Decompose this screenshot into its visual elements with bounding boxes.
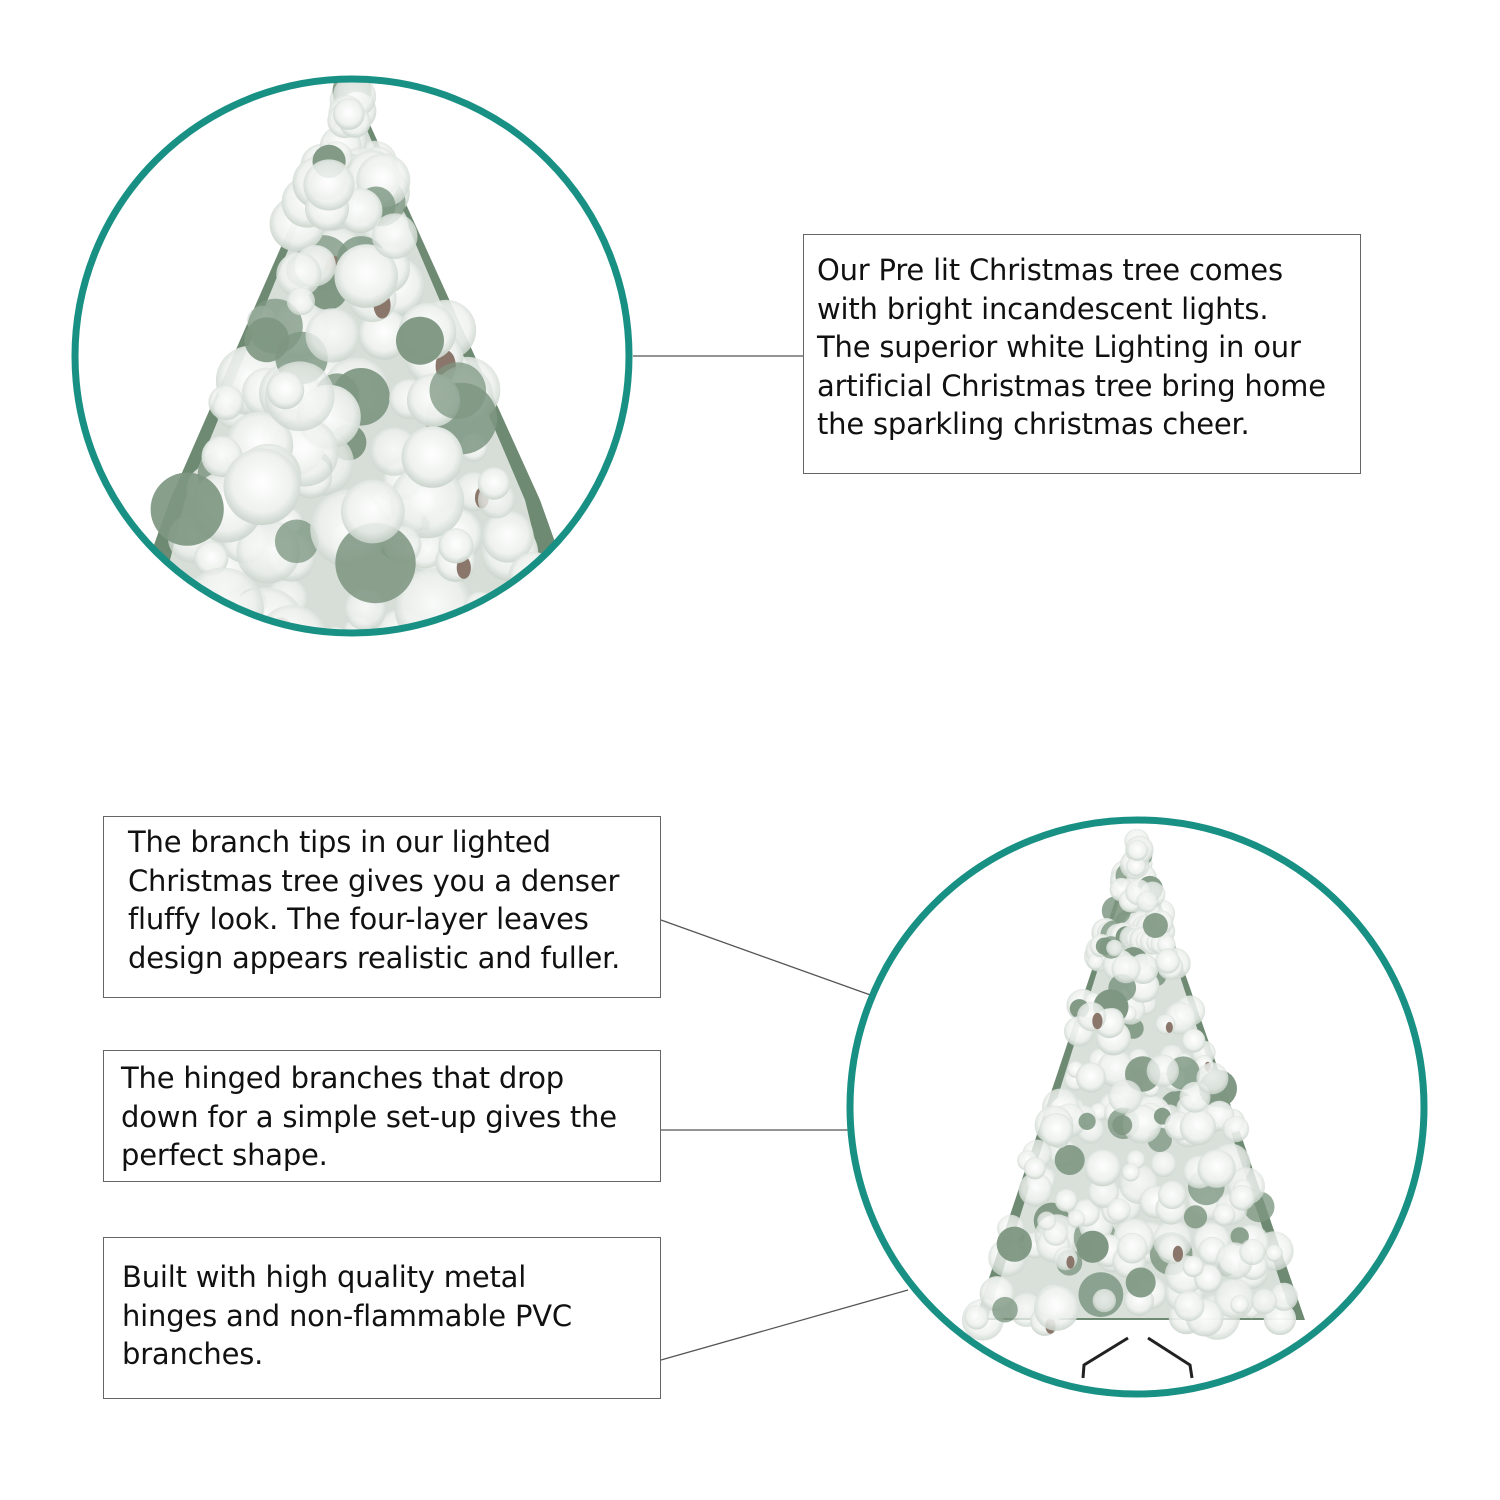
snow-puff [1223, 1116, 1250, 1143]
snow-puff [1112, 1115, 1132, 1135]
snow-puff [1180, 1109, 1216, 1145]
snow-puff [1076, 1063, 1106, 1093]
snow-puff [1251, 1289, 1277, 1315]
snow-puff [109, 604, 155, 650]
snow-puff [126, 599, 203, 676]
snow-puff [1184, 1205, 1207, 1228]
snow-puff [1229, 1185, 1255, 1211]
snow-puff [341, 480, 405, 544]
snow-puff [1054, 1247, 1078, 1271]
snow-puff [478, 467, 510, 499]
callout-lights [803, 234, 1361, 474]
snow-puff [1079, 1113, 1096, 1130]
snow-puff [287, 287, 315, 315]
snow-puff [1024, 1157, 1046, 1179]
pinecone [186, 598, 204, 626]
snow-puff [1126, 1268, 1156, 1298]
snow-puff [1122, 1163, 1140, 1181]
callout-line: branches. [122, 1337, 264, 1371]
snow-puff [303, 159, 354, 210]
snow-puff [1182, 1029, 1206, 1053]
snow-puff [1239, 1239, 1265, 1265]
snow-puff [1174, 1291, 1205, 1322]
snow-puff [1107, 1198, 1131, 1222]
snow-puff [333, 98, 365, 130]
pinecone [1173, 1246, 1183, 1262]
snow-puff [1158, 1181, 1186, 1209]
snow-puff [514, 574, 564, 624]
snow-puff [1147, 1055, 1179, 1087]
callout-line: hinges and non-flammable PVC [122, 1298, 572, 1333]
snow-puff [1106, 940, 1123, 957]
snow-puff [1213, 1204, 1235, 1226]
snow-puff [1155, 1014, 1175, 1034]
callout-line: the sparkling christmas cheer. [817, 407, 1250, 441]
snow-puff [1112, 954, 1141, 983]
snow-puff [402, 426, 464, 488]
snow-puff [1037, 1212, 1056, 1231]
snow-puff [1040, 1113, 1074, 1147]
snow-puff [1084, 1150, 1121, 1187]
callout-line: artificial Christmas tree bring home [817, 368, 1326, 403]
snow-puff [1151, 1151, 1177, 1177]
snow-puff [1077, 1002, 1106, 1031]
callout-line: The branch tips in our lighted [128, 825, 551, 859]
snow-puff [396, 317, 444, 365]
callout-branch-tips [103, 816, 661, 998]
callout-line: The hinged branches that drop [121, 1061, 564, 1095]
callout-hinged-branches [103, 1050, 661, 1182]
pinecone [1092, 1013, 1102, 1029]
snow-puff [1034, 1286, 1079, 1331]
snow-puff [1183, 1256, 1204, 1277]
callout-line: with bright incandescent lights. [817, 291, 1269, 326]
flocked-tree-full-icon [850, 820, 1424, 1394]
snow-puff [508, 615, 550, 657]
pinecone [1066, 1256, 1074, 1269]
snow-puff [1196, 1062, 1228, 1094]
connector-line-branch-tips [661, 920, 876, 997]
callout-line: down for a simple set-up gives the [121, 1099, 617, 1134]
snow-puff [1137, 891, 1158, 912]
snow-puff [1197, 1150, 1235, 1188]
snow-puff [1157, 1235, 1186, 1264]
snow-puff [224, 448, 301, 525]
snow-puff [1093, 1289, 1116, 1312]
snow-puff [1127, 840, 1148, 861]
snow-puff [1108, 1080, 1142, 1114]
snow-puff [267, 371, 305, 409]
callout-line: Christmas tree gives you a denser [128, 863, 620, 898]
snow-puff [244, 317, 289, 362]
pinecone [208, 634, 220, 653]
snow-puff [1230, 1295, 1249, 1314]
callout-line: The superior white Lighting in our [817, 330, 1301, 364]
snow-puff [1117, 1233, 1148, 1264]
snow-puff [1266, 1245, 1283, 1262]
snow-puff [372, 213, 418, 259]
snow-puff [257, 605, 328, 676]
snow-puff [1067, 1210, 1085, 1228]
snow-puff [438, 528, 473, 563]
snow-puff [965, 1305, 989, 1329]
flocked-tree-closeup-icon [75, 71, 629, 676]
callout-line: design appears realistic and fuller. [128, 940, 621, 975]
snow-puff [992, 1297, 1018, 1323]
callout-metal-hinges [103, 1237, 661, 1399]
pinecone [1166, 1022, 1173, 1033]
snow-puff [306, 308, 360, 362]
snow-puff [151, 473, 224, 546]
connector-line-metal [661, 1290, 908, 1360]
snow-puff [1143, 913, 1168, 938]
callout-line: fluffy look. The four-layer leaves [128, 902, 589, 936]
snow-puff [1155, 949, 1180, 974]
callout-line: perfect shape. [121, 1138, 328, 1172]
snow-puff [208, 385, 243, 420]
callout-line: Built with high quality metal [122, 1260, 527, 1294]
snow-puff [1055, 1189, 1078, 1212]
callout-line: Our Pre lit Christmas tree comes [817, 253, 1283, 287]
snow-puff [430, 362, 487, 419]
snow-puff [532, 597, 565, 630]
snow-puff [189, 621, 224, 656]
snow-puff [997, 1227, 1032, 1262]
snow-puff [1055, 1145, 1085, 1175]
